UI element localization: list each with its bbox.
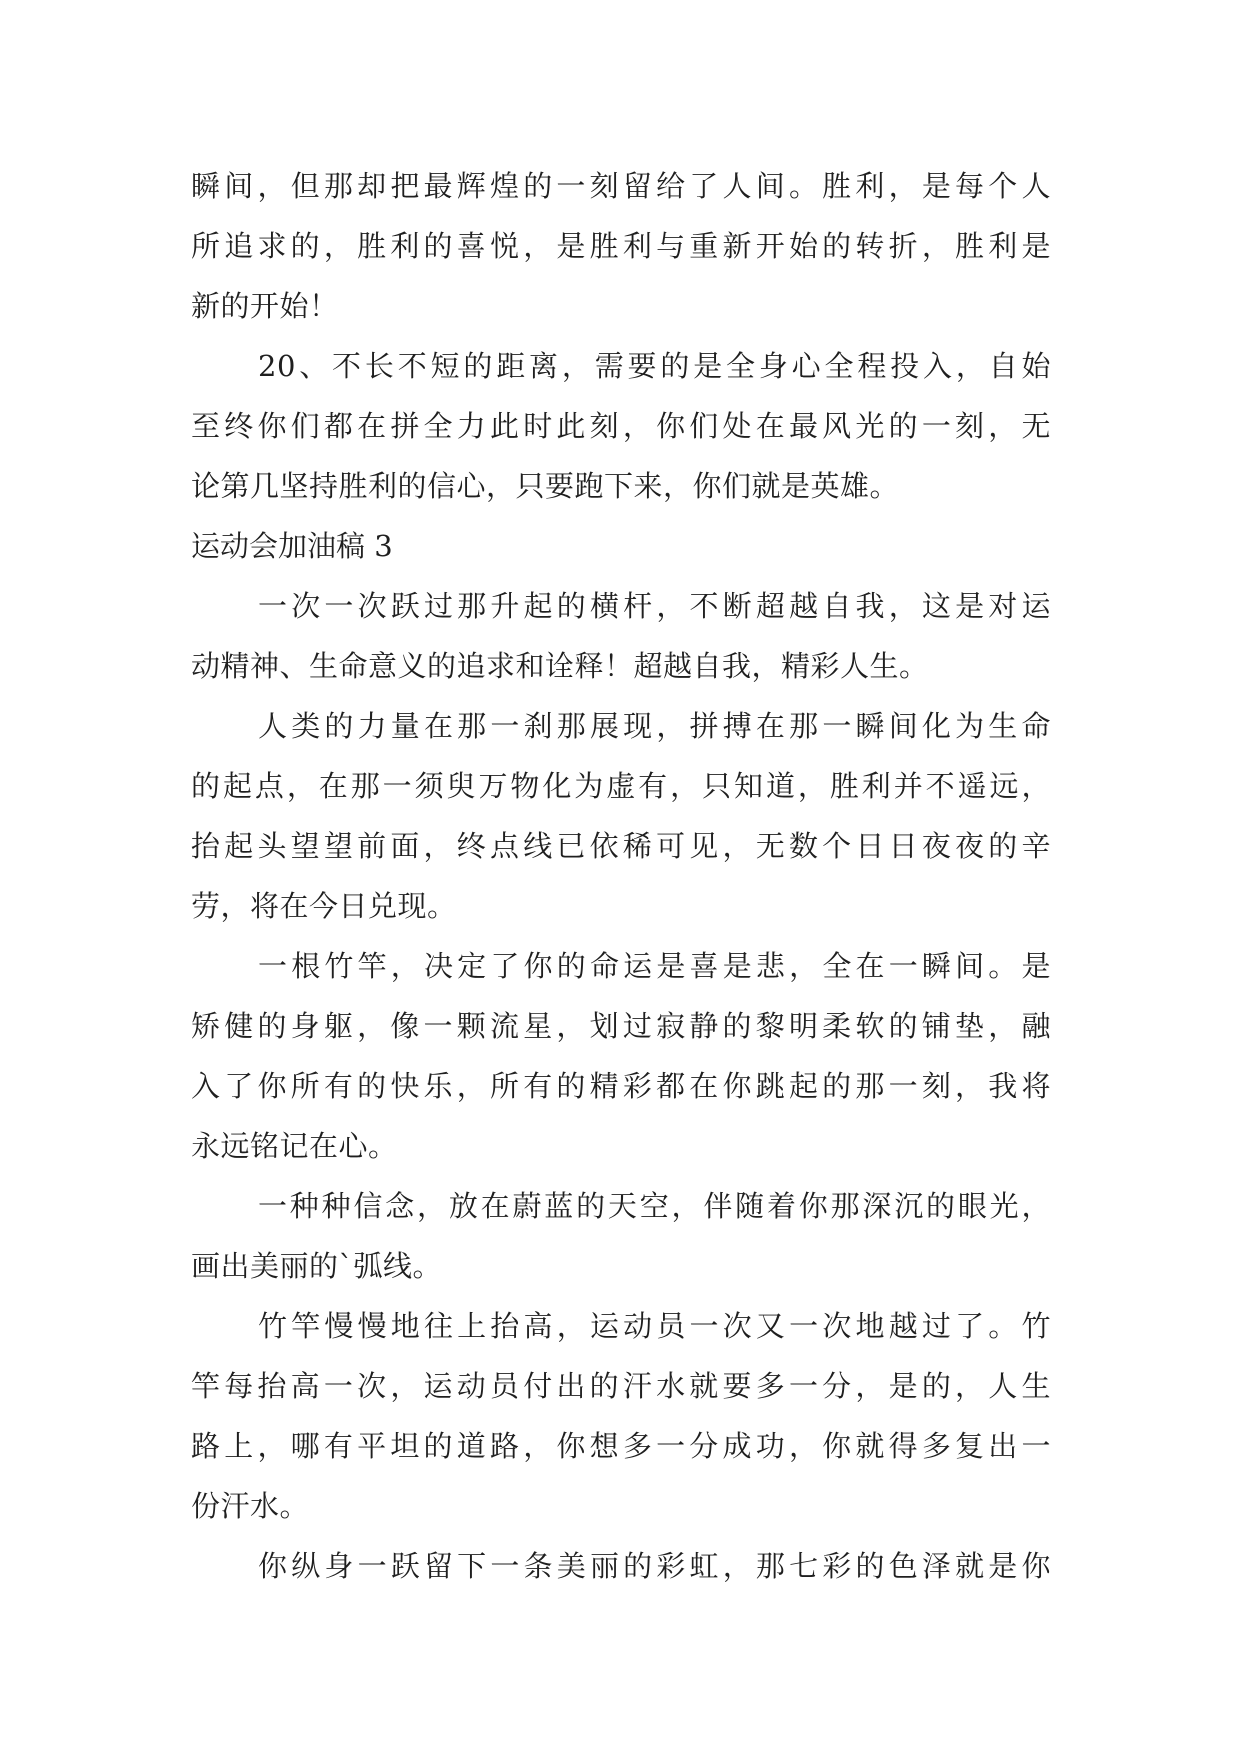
text-line: 路上，哪有平坦的道路，你想多一分成功，你就得多复出一 xyxy=(191,1429,1051,1463)
text-line: 所追求的，胜利的喜悦，是胜利与重新开始的转折，胜利是 xyxy=(191,229,1051,263)
text-line: 抬起头望望前面，终点线已依稀可见，无数个日日夜夜的辛 xyxy=(191,829,1051,863)
text-line: 的起点，在那一须臾万物化为虚有，只知道，胜利并不遥远， xyxy=(191,769,1051,803)
text-line: 人类的力量在那一刹那展现，拼搏在那一瞬间化为生命 xyxy=(258,709,1051,743)
text-line: 劳，将在今日兑现。 xyxy=(191,889,457,923)
text-line: 份汗水。 xyxy=(191,1489,310,1523)
text-line: 一次一次跃过那升起的横杆，不断超越自我，这是对运 xyxy=(258,589,1051,623)
section-heading: 运动会加油稿 3 xyxy=(191,529,393,563)
text-line: 竹竿慢慢地往上抬高，运动员一次又一次地越过了。竹 xyxy=(258,1309,1051,1343)
text-line: 永远铭记在心。 xyxy=(191,1129,398,1163)
text-line: 你纵身一跃留下一条美丽的彩虹，那七彩的色泽就是你 xyxy=(258,1549,1051,1583)
text-line: 新的开始！ xyxy=(191,289,339,323)
text-line: 一根竹竿，决定了你的命运是喜是悲，全在一瞬间。是 xyxy=(258,949,1051,983)
text-line: 瞬间，但那却把最辉煌的一刻留给了人间。胜利，是每个人 xyxy=(191,169,1051,203)
text-line: 论第几坚持胜利的信心，只要跑下来，你们就是英雄。 xyxy=(191,469,900,503)
text-line: 入了你所有的快乐，所有的精彩都在你跳起的那一刻，我将 xyxy=(191,1069,1051,1103)
text-line: 竿每抬高一次，运动员付出的汗水就要多一分，是的，人生 xyxy=(191,1369,1051,1403)
text-line: 20、不长不短的距离，需要的是全身心全程投入，自始 xyxy=(258,349,1051,383)
text-line: 画出美丽的`弧线。 xyxy=(191,1249,443,1283)
text-line: 矫健的身躯，像一颗流星，划过寂静的黎明柔软的铺垫，融 xyxy=(191,1009,1051,1043)
text-line: 动精神、生命意义的追求和诠释！超越自我，精彩人生。 xyxy=(191,649,929,683)
text-line: 一种种信念，放在蔚蓝的天空，伴随着你那深沉的眼光， xyxy=(258,1189,1051,1223)
text-line: 至终你们都在拼全力此时此刻，你们处在最风光的一刻，无 xyxy=(191,409,1051,443)
